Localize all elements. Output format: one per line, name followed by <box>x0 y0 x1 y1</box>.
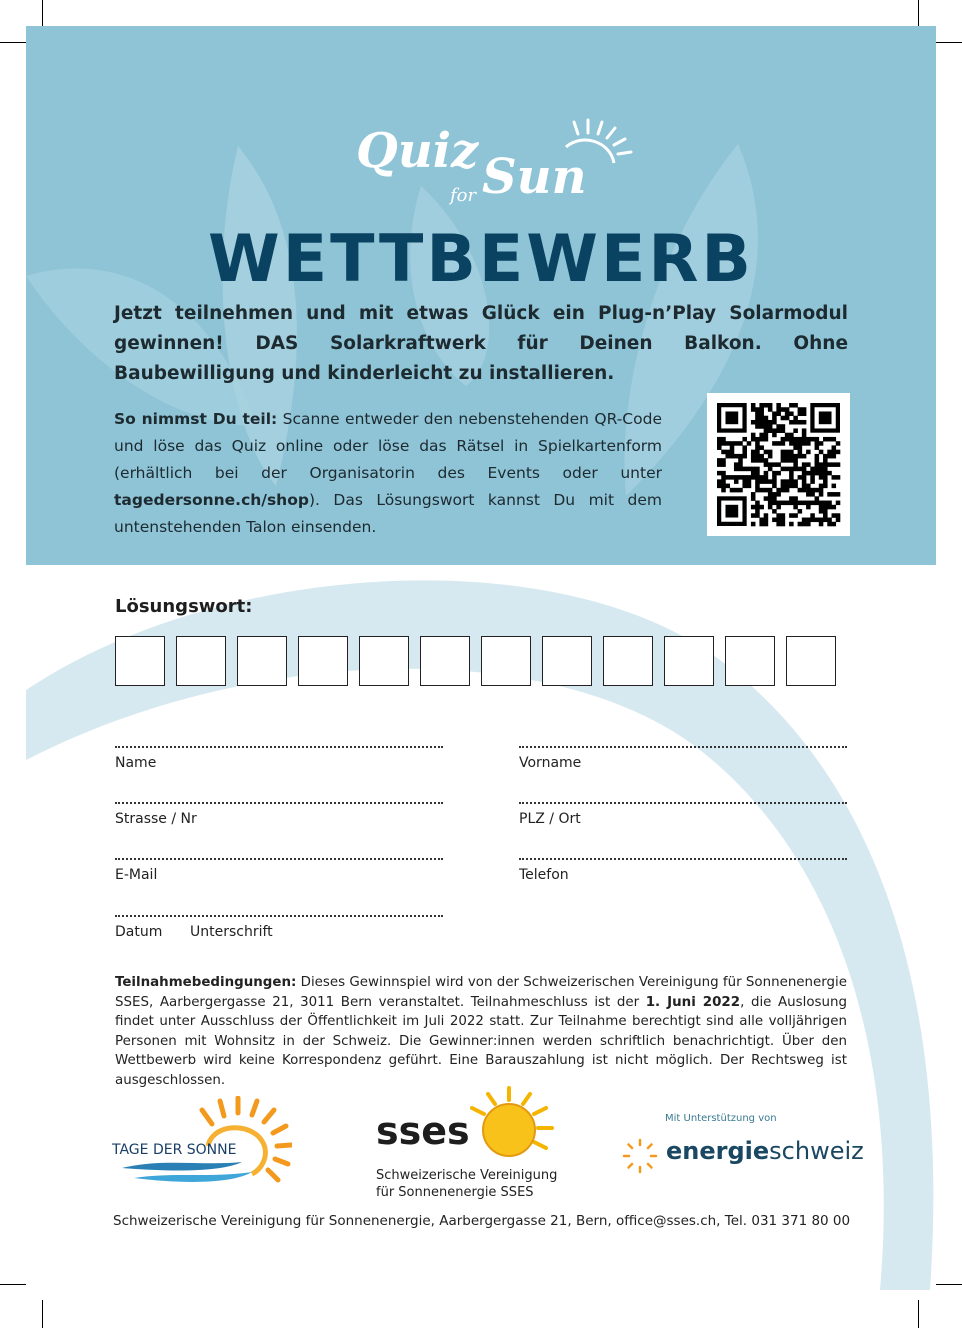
solution-letter-box[interactable] <box>176 636 226 686</box>
support-label: Mit Unterstützung von <box>665 1113 777 1124</box>
solution-letter-box[interactable] <box>481 636 531 686</box>
howto-text-part2: ). Das Lösungswort kannst Du mit dem untenstehenden Talon einsenden. <box>114 491 662 536</box>
phone-field[interactable] <box>519 858 847 883</box>
terms-text <box>115 973 847 1090</box>
street-field[interactable] <box>115 802 443 827</box>
solution-word-label: Lösungswort: <box>115 596 253 617</box>
solution-letter-box[interactable] <box>786 636 836 686</box>
solution-letter-boxes <box>115 636 836 686</box>
plz-field[interactable] <box>519 802 847 827</box>
street-label: Strasse / Nr <box>115 811 197 827</box>
howto-lead: So nimmst Du teil: <box>114 410 278 428</box>
terms-lead: Teilnahmebedingungen: <box>115 975 297 990</box>
solution-letter-box[interactable] <box>542 636 592 686</box>
solution-letter-box[interactable] <box>664 636 714 686</box>
page-title: WETTBEWERB <box>208 222 754 297</box>
vorname-field[interactable] <box>519 746 847 771</box>
hero-banner <box>26 26 936 565</box>
plz-label: PLZ / Ort <box>519 811 581 827</box>
qr-code[interactable] <box>707 393 850 536</box>
logo-word-quiz: Quiz <box>356 123 479 179</box>
solution-letter-box[interactable] <box>237 636 287 686</box>
tds-logo-text: TAGE DER SONNE <box>112 1142 237 1158</box>
name-field[interactable] <box>115 746 443 771</box>
logo-word-for: for <box>450 185 477 206</box>
sses-logo-text: sses <box>376 1109 470 1153</box>
howto-text-part1: Scanne entweder den nebenstehenden QR-Code und löse das Quiz online oder löse das Rätsel in Spielkartenform (erhältlich bei der Organisatorin des Events oder unter <box>114 410 662 482</box>
phone-label: Telefon <box>519 867 569 883</box>
sses-subtitle-line1: Schweizerische Vereinigung <box>376 1168 558 1183</box>
energieschweiz-sun-icon <box>622 1138 658 1174</box>
solution-letter-box[interactable] <box>603 636 653 686</box>
terms-part1: Dieses Gewinnspiel wird von der Schweizerischen Vereinigung für Sonnenenergie SSES, Aarbergergasse 21, 3011 Bern veranstaltet. Teilnahmeschluss ist der <box>115 975 847 1010</box>
solution-letter-box[interactable] <box>420 636 470 686</box>
solution-letter-box[interactable] <box>359 636 409 686</box>
intro-text: Jetzt teilnehmen und mit etwas Glück ein Plug-n’Play Solarmodul gewinnen! DAS Solarkraftwerk für Deinen Balkon. Ohne Baubewilligung und kinderleicht zu installieren. <box>114 303 848 384</box>
energie-rest: schweiz <box>769 1137 864 1165</box>
email-label: E-Mail <box>115 867 158 883</box>
sses-subtitle-line2: für Sonnenenergie SSES <box>376 1185 534 1200</box>
solution-letter-box[interactable] <box>725 636 775 686</box>
signature-label: Unterschrift <box>190 924 273 940</box>
vorname-label: Vorname <box>519 755 582 771</box>
shop-link[interactable]: tagedersonne.ch/shop <box>114 491 309 509</box>
energieschweiz-logo <box>666 1137 864 1165</box>
howto-text <box>114 406 662 541</box>
footer-address: Schweizerische Vereinigung für Sonnenenergie, Aarbergergasse 21, Bern, office@sses.ch, Tel. 031 371 80 00 <box>113 1213 851 1229</box>
terms-deadline: 1. Juni 2022 <box>645 994 741 1010</box>
date-label: Datum <box>115 924 163 940</box>
sses-logo <box>374 1086 564 1164</box>
energie-bold: energie <box>666 1137 770 1165</box>
solution-letter-box[interactable] <box>298 636 348 686</box>
name-label: Name <box>115 755 157 771</box>
sses-subtitle <box>376 1167 557 1201</box>
logo-word-sun: Sun <box>482 149 587 205</box>
quiz-for-sun-logo <box>352 111 642 211</box>
email-field[interactable] <box>115 858 443 883</box>
terms-part2: , die Auslosung findet unter Ausschluss der Öffentlichkeit im Juli 2022 statt. Zur Teilnahme berechtigt sind alle volljährigen Personen mit Wohnsitz in der Schweiz. Die Gewinner:innen werden schriftlich benachrichtigt. Über den Wettbewerb wird keine Korrespondenz geführt. Eine Barauszahlung ist nicht möglich. Der Rechtsweg ist ausgeschlossen. <box>115 994 847 1088</box>
date-signature-field[interactable] <box>115 915 443 940</box>
tage-der-sonne-logo <box>112 1096 292 1188</box>
solution-letter-box[interactable] <box>115 636 165 686</box>
